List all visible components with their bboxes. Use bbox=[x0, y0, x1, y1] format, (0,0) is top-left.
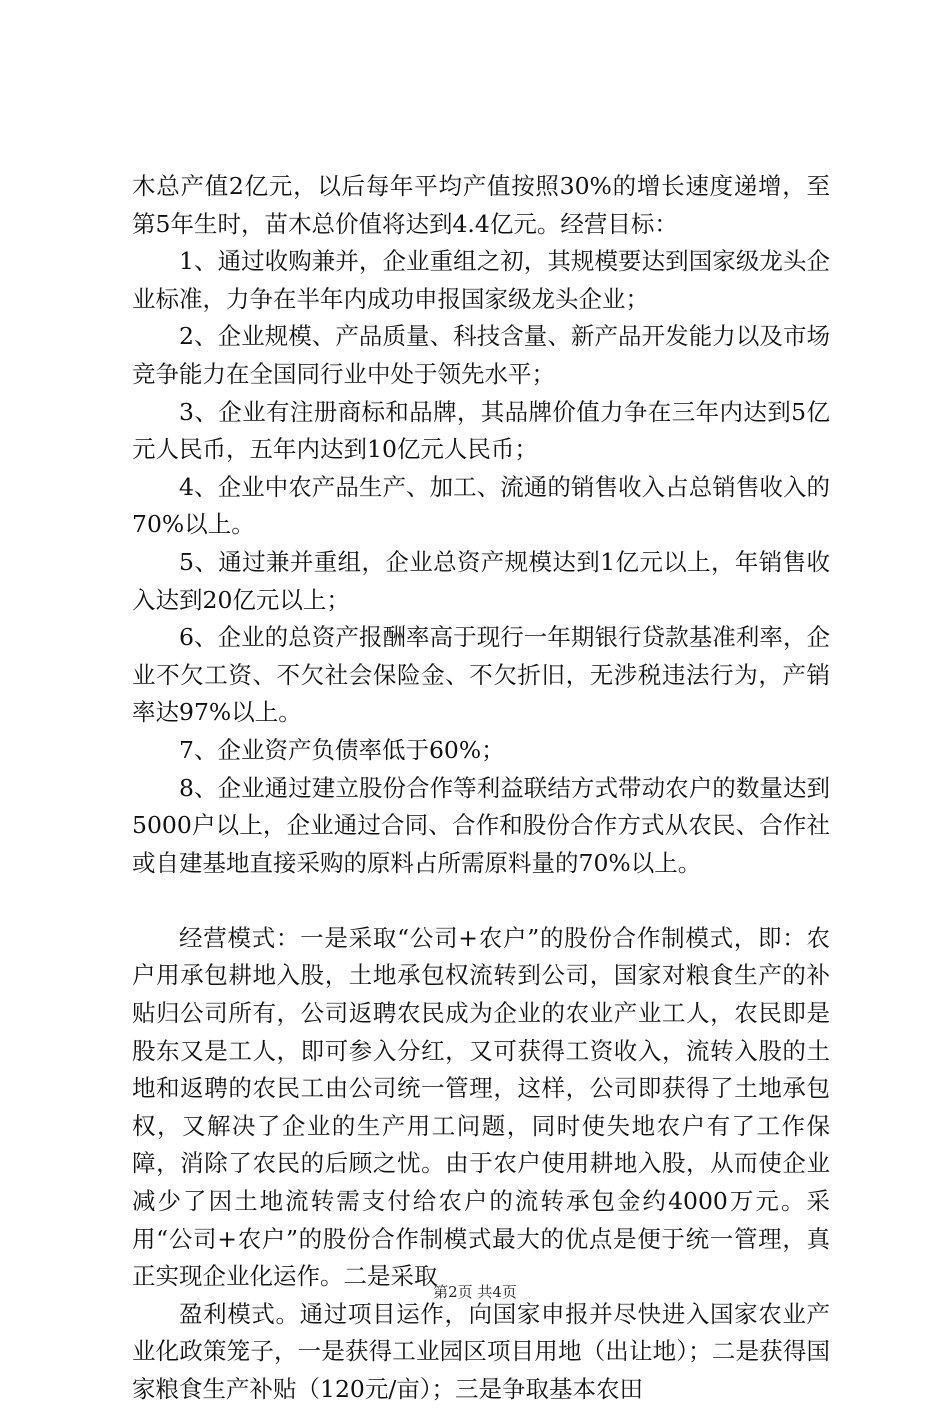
paragraph: 木总产值2亿元，以后每年平均产值按照30%的增长速度递增，至第5年生时，苗木总价值将达到4.4亿元。经营目标： bbox=[132, 172, 830, 238]
paragraph: 1、通过收购兼并，企业重组之初，其规模要达到国家级龙头企业标准，力争在半年内成功申报国家级龙头企业； bbox=[132, 247, 830, 313]
document-body bbox=[132, 168, 830, 1409]
paragraph: 盈利模式。通过项目运作，向国家申报并尽快进入国家农业产业化政策笼子，一是获得工业园区项目用地（出让地）；二是获得国家粮食生产补贴（120元/亩）；三是争取基本农田 bbox=[132, 1299, 830, 1403]
paragraph: 5、通过兼并重组，企业总资产规模达到1亿元以上，年销售收入达到20亿元以上； bbox=[132, 547, 830, 614]
paragraph: 8、企业通过建立股份合作等利益联结方式带动农户的数量达到5000户以上，企业通过合同、合作和股份合作方式从农民、合作社或自建基地直接采购的原料占所需原料量的70%以上。 bbox=[132, 773, 830, 877]
paragraph-gap bbox=[132, 882, 830, 920]
paragraph: 7、企业资产负债率低于60%； bbox=[179, 735, 505, 764]
paragraph: 2、企业规模、产品质量、科技含量、新产品开发能力以及市场竞争能力在全国同行业中处于领先水平； bbox=[132, 322, 830, 388]
paragraph: 经营模式：一是采取“公司+农户”的股份合作制模式，即：农户用承包耕地入股，土地承包权流转到公司，国家对粮食生产的补贴归公司所有，公司返聘农民成为企业的农业产业工人，农民即是股东又是工人，即可参入分红，又可获得工资收入，流转入股的土地和返聘的农民工由公司统一管理，这样，公司即获得了土地承包权，又解决了企业的生产用工问题，同时使失地农户有了工作保障，消除了农民的后顾之忧。由于农户使用耕地入股，从而使企业减少了因土地流转需支付给农户的流转承包金约4000万元。采用“公司+农户”的股份合作制模式最大的优点是便于统一管理，真正实现企业化运作。二是采取 bbox=[132, 923, 830, 1291]
paragraph: 6、企业的总资产报酬率高于现行一年期银行贷款基准利率，企业不欠工资、不欠社会保险金、不欠折旧，无涉税违法行为，产销率达97%以上。 bbox=[132, 623, 830, 727]
page-footer: 第2页 共4页 bbox=[433, 1283, 517, 1301]
paragraph: 4、企业中农产品生产、加工、流通的销售收入占总销售收入的70%以上。 bbox=[132, 472, 830, 539]
paragraph: 3、企业有注册商标和品牌，其品牌价值力争在三年内达到5亿元人民币，五年内达到10亿元人民币； bbox=[132, 397, 830, 464]
